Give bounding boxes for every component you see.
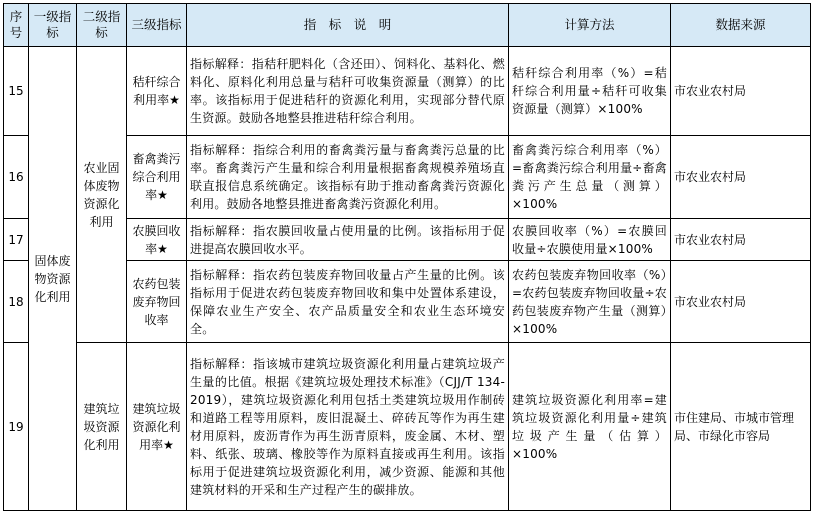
header-description: 指 标 说 明	[187, 4, 509, 47]
level3-indicator: 农药包装废弃物回收率	[127, 261, 187, 343]
level3-indicator: 秸秆综合利用率★	[127, 47, 187, 136]
header-level2: 二级指标	[77, 4, 127, 47]
row-number: 17	[4, 219, 29, 261]
level3-indicator: 建筑垃圾资源化利用率★	[127, 343, 187, 511]
indicator-description: 指标解释：指秸秆肥料化（含还田）、饲料化、基料化、燃料化、原料化利用总量与秸秆可收集资源量（测算）的比率。该指标用于促进秸秆的资源化利用，实现部分替代原生资源。鼓励各地整县推进秸秆综合利用。	[187, 47, 509, 136]
table-header-row	[4, 4, 811, 47]
row-number: 15	[4, 47, 29, 136]
header-level1: 一级指标	[29, 4, 77, 47]
row-number: 18	[4, 261, 29, 343]
data-source: 市农业农村局	[671, 47, 811, 136]
calculation-method: 秸秆综合利用率（%）=秸秆综合利用量÷秸秆可收集资源量（测算）×100%	[509, 47, 671, 136]
indicator-description: 指标解释：指综合利用的畜禽粪污量与畜禽粪污总量的比率。畜禽粪污产生量和综合利用量根据畜禽规模养殖场直联直报信息系统确定。该指标有助于推动畜禽粪污资源化利用。鼓励各地整县推进畜禽粪污资源化利用。	[187, 136, 509, 219]
header-source: 数据来源	[671, 4, 811, 47]
table-row	[4, 343, 811, 511]
indicator-description: 指标解释：指该城市建筑垃圾资源化利用量占建筑垃圾产生量的比值。根据《建筑垃圾处理技术标准》（CJJ/T 134-2019），建筑垃圾资源化利用包括土类建筑垃圾用作制砖和道路工程等用原料，废旧混凝土、碎砖瓦等作为再生建材用原料，废沥青作为再生沥青原料，废金属、木材、塑料、纸张、玻璃、橡胶等作为原料直接或再生利用。该指标用于促进建筑垃圾资源化利用，减少资源、能源和其他建筑材料的开采和生产过程产生的碳排放。	[187, 343, 509, 511]
level2-indicator: 农业固体废物资源化利用	[77, 47, 127, 343]
row-number: 16	[4, 136, 29, 219]
data-source: 市农业农村局	[671, 136, 811, 219]
calculation-method: 畜禽粪污综合利用率（%）=畜禽粪污综合利用量÷畜禽粪污产生总量（测算）×100%	[509, 136, 671, 219]
table-row	[4, 47, 811, 136]
level1-indicator: 固体废物资源化利用	[29, 47, 77, 511]
header-level3: 三级指标	[127, 4, 187, 47]
indicator-description: 指标解释：指农膜回收量占使用量的比例。该指标用于促进提高农膜回收水平。	[187, 219, 509, 261]
header-calculation: 计算方法	[509, 4, 671, 47]
calculation-method: 农膜回收率（%）=农膜回收量÷农膜使用量×100%	[509, 219, 671, 261]
row-number: 19	[4, 343, 29, 511]
header-no: 序号	[4, 4, 29, 47]
data-source: 市住建局、市城市管理局、市绿化市容局	[671, 343, 811, 511]
calculation-method: 农药包装废弃物回收率（%）=农药包装废弃物回收量÷农药包装废弃物产生量（测算）×100%	[509, 261, 671, 343]
calculation-method: 建筑垃圾资源化利用率=建筑垃圾资源化利用量÷建筑垃圾产生量（估算）×100%	[509, 343, 671, 511]
level3-indicator: 农膜回收率★	[127, 219, 187, 261]
indicator-table	[3, 3, 811, 511]
indicator-description: 指标解释：指农药包装废弃物回收量占产生量的比例。该指标用于促进农药包装废弃物回收和集中处置体系建设，保障农业生产安全、农产品质量安全和农业生态环境安全。	[187, 261, 509, 343]
level2-indicator: 建筑垃圾资源化利用	[77, 343, 127, 511]
level3-indicator: 畜禽粪污综合利用率★	[127, 136, 187, 219]
data-source: 市农业农村局	[671, 261, 811, 343]
data-source: 市农业农村局	[671, 219, 811, 261]
